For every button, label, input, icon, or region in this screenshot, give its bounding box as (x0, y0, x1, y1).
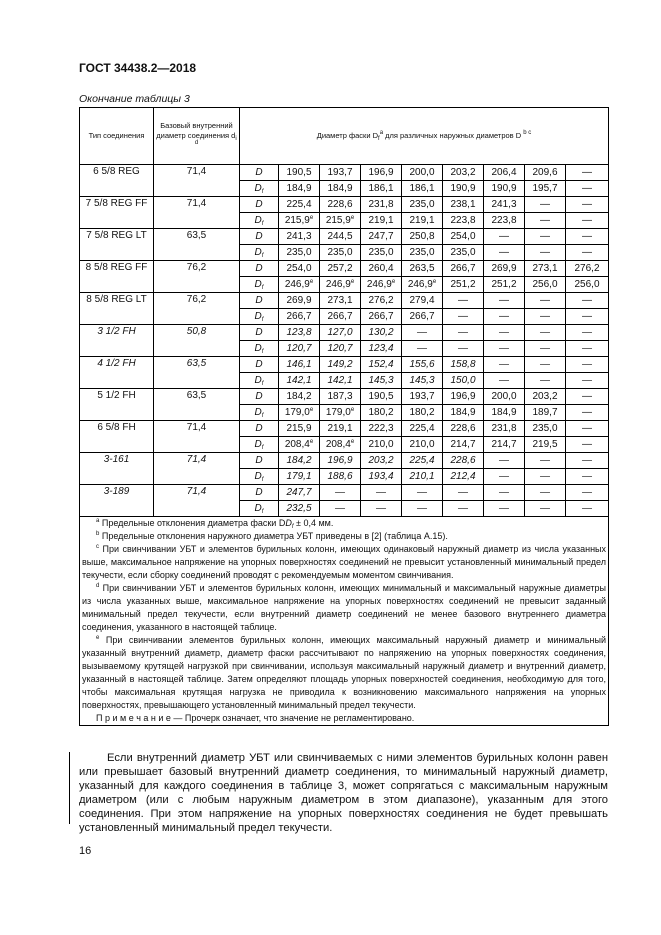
outer-diameter-value: 235,0 (525, 421, 566, 437)
chamfer-diameter-value: 214,7 (484, 437, 525, 453)
outer-diameter-value: 203,2 (443, 165, 484, 181)
symbol-df-cell: $D_f$ (240, 373, 279, 389)
footnote-marker: e (350, 215, 355, 221)
footnote-b: $^b$ Предельные отклонения наружного диаметра УБТ приведены в [2] (таблица А.15). (96, 531, 448, 541)
base-diameter-cell: 71,4 (154, 165, 240, 197)
chamfer-diameter-value: — (566, 469, 609, 485)
base-diameter-cell: 71,4 (154, 421, 240, 453)
outer-diameter-value: — (443, 485, 484, 501)
symbol-df-cell: $D_f$ (240, 309, 279, 325)
outer-diameter-value: 123,8 (279, 325, 320, 341)
chamfer-diameter-value: 208,4e (320, 437, 361, 453)
symbol-d-cell: D (240, 197, 279, 213)
outer-diameter-value: 276,2 (361, 293, 402, 309)
chamfer-diameter-value: 223,8 (443, 213, 484, 229)
base-diameter-cell: 71,4 (154, 453, 240, 485)
symbol-d-cell: D (240, 421, 279, 437)
chamfer-diameter-value: 210,0 (402, 437, 443, 453)
chamfer-diameter-value: 190,9 (484, 181, 525, 197)
chamfer-diameter-value: 266,7 (279, 309, 320, 325)
outer-diameter-value: 254,0 (443, 229, 484, 245)
chamfer-diameter-value: 266,7 (320, 309, 361, 325)
connection-type-cell: 8 5/8 REG LT (80, 293, 154, 325)
base-diameter-cell: 76,2 (154, 293, 240, 325)
chamfer-diameter-value: 179,1 (279, 469, 320, 485)
chamfer-diameter-value: — (566, 181, 609, 197)
chamfer-diameter-value: 251,2 (443, 277, 484, 293)
outer-diameter-value: 187,3 (320, 389, 361, 405)
outer-diameter-value: 130,2 (361, 325, 402, 341)
footnote-marker: e (432, 279, 437, 285)
chamfer-diameter-value: 256,0 (525, 277, 566, 293)
chamfer-diameter-value: — (443, 309, 484, 325)
outer-diameter-value: 193,7 (320, 165, 361, 181)
outer-diameter-value: 152,4 (361, 357, 402, 373)
chamfer-diameter-value: 246,9e (361, 277, 402, 293)
base-diameter-cell: 71,4 (154, 197, 240, 229)
change-bar (69, 752, 70, 824)
chamfer-diameter-value: 208,4e (279, 437, 320, 453)
table-remark: П р и м е ч а н и е — Прочерк означает, что значение не регламентировано. (96, 713, 415, 723)
outer-diameter-value: 238,1 (443, 197, 484, 213)
outer-diameter-value: — (566, 229, 609, 245)
outer-diameter-value: 231,8 (361, 197, 402, 213)
table-row (80, 229, 609, 245)
chamfer-diameter-value: — (320, 501, 361, 517)
outer-diameter-value: 241,3 (279, 229, 320, 245)
symbol-df-cell: $D_f$ (240, 213, 279, 229)
chamfer-diameter-value: — (525, 469, 566, 485)
outer-diameter-value: 225,4 (402, 421, 443, 437)
footnote-d: $^d$ При свинчивании УБТ и элементов бурильных колонн, имеющих минимальный и максимальный наружные диаметры из числа указанных выше, максимальное напряжение на упорных поверхностях соединений не превысит заданный минимальный предел текучести, если внутренний диаметр соединений не менее базового внутреннего диаметра соединения, указанного в настоящей таблице. (82, 583, 607, 632)
outer-diameter-value: 228,6 (443, 421, 484, 437)
footnote-marker: e (309, 215, 314, 221)
table-row (80, 197, 609, 213)
outer-diameter-value: 273,1 (320, 293, 361, 309)
outer-diameter-value: — (566, 293, 609, 309)
chamfer-diameter-value: — (484, 373, 525, 389)
chamfer-diameter-value: — (525, 341, 566, 357)
chamfer-diameter-table (79, 107, 609, 726)
chamfer-diameter-value: 215,9e (279, 213, 320, 229)
table-row (80, 261, 609, 277)
connection-type-cell: 3-189 (80, 485, 154, 517)
outer-diameter-value: 276,2 (566, 261, 609, 277)
outer-diameter-value: 244,5 (320, 229, 361, 245)
outer-diameter-value: — (525, 485, 566, 501)
chamfer-diameter-value: 235,0 (320, 245, 361, 261)
chamfer-diameter-value: — (525, 309, 566, 325)
outer-diameter-value: 228,6 (443, 453, 484, 469)
table-row (80, 453, 609, 469)
chamfer-diameter-value: 189,7 (525, 405, 566, 421)
outer-diameter-value: 209,6 (525, 165, 566, 181)
outer-diameter-value: 200,0 (402, 165, 443, 181)
outer-diameter-value: 222,3 (361, 421, 402, 437)
outer-diameter-value: — (566, 389, 609, 405)
symbol-df-cell: $D_f$ (240, 181, 279, 197)
outer-diameter-value: — (361, 485, 402, 501)
base-diameter-cell: 63,5 (154, 389, 240, 421)
chamfer-diameter-value: 142,1 (279, 373, 320, 389)
footnote-a: $^a$ Предельные отклонения диаметра фаски $DD_f \pm 0,4$ мм. (96, 518, 334, 530)
outer-diameter-value: 250,8 (402, 229, 443, 245)
chamfer-diameter-value: — (566, 437, 609, 453)
outer-diameter-value: — (402, 325, 443, 341)
table-row (80, 325, 609, 341)
outer-diameter-value: 149,2 (320, 357, 361, 373)
chamfer-diameter-value: 246,9e (402, 277, 443, 293)
symbol-d-cell: D (240, 389, 279, 405)
outer-diameter-value: 225,4 (279, 197, 320, 213)
chamfer-diameter-value: 246,9e (279, 277, 320, 293)
outer-diameter-value: 269,9 (279, 293, 320, 309)
outer-diameter-value: 260,4 (361, 261, 402, 277)
outer-diameter-value: 257,2 (320, 261, 361, 277)
chamfer-diameter-value: 235,0 (361, 245, 402, 261)
symbol-df-cell: $D_f$ (240, 469, 279, 485)
connection-type-cell: 8 5/8 REG FF (80, 261, 154, 293)
table-notes (80, 517, 609, 726)
chamfer-diameter-value: 235,0 (279, 245, 320, 261)
outer-diameter-value: 146,1 (279, 357, 320, 373)
symbol-df-cell: $D_f$ (240, 341, 279, 357)
outer-diameter-value: 193,7 (402, 389, 443, 405)
connection-type-cell: 3-161 (80, 453, 154, 485)
chamfer-diameter-value: 246,9e (320, 277, 361, 293)
chamfer-diameter-value: 190,9 (443, 181, 484, 197)
outer-diameter-value: — (566, 421, 609, 437)
chamfer-diameter-value: — (443, 501, 484, 517)
chamfer-diameter-value: 186,1 (402, 181, 443, 197)
symbol-d-cell: D (240, 357, 279, 373)
header-base-diameter: Базовый внутренний диаметр соединения $d_i$ $^d$ (154, 108, 240, 165)
chamfer-diameter-value: 251,2 (484, 277, 525, 293)
base-diameter-cell: 50,8 (154, 325, 240, 357)
chamfer-diameter-value: 150,0 (443, 373, 484, 389)
outer-diameter-value: 190,5 (279, 165, 320, 181)
chamfer-diameter-value: 210,1 (402, 469, 443, 485)
symbol-d-cell: D (240, 261, 279, 277)
outer-diameter-value: 279,4 (402, 293, 443, 309)
outer-diameter-value: — (525, 229, 566, 245)
footnote-marker: e (309, 279, 314, 285)
outer-diameter-value: — (402, 485, 443, 501)
table-row (80, 293, 609, 309)
chamfer-diameter-value: 184,9 (443, 405, 484, 421)
chamfer-diameter-value: — (484, 341, 525, 357)
symbol-d-cell: D (240, 165, 279, 181)
outer-diameter-value: 263,5 (402, 261, 443, 277)
chamfer-diameter-value: 266,7 (402, 309, 443, 325)
outer-diameter-value: 203,2 (525, 389, 566, 405)
outer-diameter-value: — (484, 453, 525, 469)
chamfer-diameter-value: 195,7 (525, 181, 566, 197)
outer-diameter-value: 215,9 (279, 421, 320, 437)
base-diameter-cell: 63,5 (154, 229, 240, 261)
outer-diameter-value: — (566, 453, 609, 469)
chamfer-diameter-value: 179,0e (320, 405, 361, 421)
table-row (80, 357, 609, 373)
chamfer-diameter-value: — (525, 373, 566, 389)
footnote-marker: e (391, 279, 396, 285)
outer-diameter-value: 206,4 (484, 165, 525, 181)
symbol-df-cell: $D_f$ (240, 245, 279, 261)
chamfer-diameter-value: 235,0 (402, 245, 443, 261)
chamfer-diameter-value: 219,1 (361, 213, 402, 229)
footnote-c: $^c$ При свинчивании УБТ и элементов бурильных колонн, имеющих одинаковый наружный диаметр из числа указанных выше, максимальное напряжение на упорных поверхностях соединений не превысит установленный минимальный предел текучести, если сборку соединений проводят с рекомендуемым моментом свинчивания. (82, 544, 607, 580)
footnote-marker: e (309, 407, 314, 413)
base-diameter-cell: 76,2 (154, 261, 240, 293)
outer-diameter-value: 184,2 (279, 453, 320, 469)
outer-diameter-value: — (320, 485, 361, 501)
outer-diameter-value: 190,5 (361, 389, 402, 405)
base-diameter-cell: 63,5 (154, 357, 240, 389)
table-row (80, 165, 609, 181)
chamfer-diameter-value: 184,9 (320, 181, 361, 197)
connection-type-cell: 3 1/2 FH (80, 325, 154, 357)
outer-diameter-value: — (525, 357, 566, 373)
outer-diameter-value: 155,6 (402, 357, 443, 373)
outer-diameter-value: — (566, 485, 609, 501)
table-notes-row (80, 517, 609, 726)
outer-diameter-value: 241,3 (484, 197, 525, 213)
outer-diameter-value: 228,6 (320, 197, 361, 213)
chamfer-diameter-value: 184,9 (279, 181, 320, 197)
chamfer-diameter-value: — (566, 213, 609, 229)
outer-diameter-value: 127,0 (320, 325, 361, 341)
body-paragraph: Если внутренний диаметр УБТ или свинчиваемых с ними элементов бурильных колонн равен или превышает базовый внутренний диаметр соединения, то минимальный наружный диаметр, указанный для каждого соединения в таблице 3, может сопрягаться с максимальным наружным диаметром (или с любым наружным диаметром в этом диапазоне), указанным для этого соединения. При этом напряжение на упорных поверхностях соединения не будет превышать установленный минимальный предел текучести. (79, 752, 608, 834)
outer-diameter-value: — (484, 357, 525, 373)
outer-diameter-value: 266,7 (443, 261, 484, 277)
chamfer-diameter-value: 219,5 (525, 437, 566, 453)
outer-diameter-value: 200,0 (484, 389, 525, 405)
base-diameter-cell: 71,4 (154, 485, 240, 517)
outer-diameter-value: 158,8 (443, 357, 484, 373)
chamfer-diameter-value: 212,4 (443, 469, 484, 485)
page-number: 16 (79, 845, 92, 857)
table-header-row (80, 108, 609, 165)
chamfer-diameter-value: — (566, 341, 609, 357)
chamfer-diameter-value: — (402, 501, 443, 517)
chamfer-diameter-value: 215,9e (320, 213, 361, 229)
outer-diameter-value: — (484, 325, 525, 341)
outer-diameter-value: — (525, 197, 566, 213)
footnote-e: $^e$ При свинчивании элементов бурильных колонн, имеющих максимальный наружный диаметр и минимальный указанный внутренний диаметр, диаметр фаски рассчитывают по напряжению на упорных поверхностях соединения, вызываемому крутящей нагрузкой при свинчивании, используя максимальный наружный диаметр и внутренний диаметр, указанный в настоящей таблице. Затем определяют площадь упорных поверхностей соединения, необходимую для того, чтобы максимальная крутящая нагрузка не приводила к возникновению максимального напряжения на упорных поверхностях, превышающего установленный минимальный предел текучести. (82, 635, 607, 710)
chamfer-diameter-value: — (566, 309, 609, 325)
chamfer-diameter-value: 232,5 (279, 501, 320, 517)
outer-diameter-value: — (525, 453, 566, 469)
outer-diameter-value: — (484, 485, 525, 501)
table-row (80, 485, 609, 501)
symbol-d-cell: D (240, 325, 279, 341)
chamfer-diameter-value: 223,8 (484, 213, 525, 229)
chamfer-diameter-value: 120,7 (320, 341, 361, 357)
table-caption: Окончание таблицы 3 (79, 93, 190, 105)
footnote-marker: e (350, 279, 355, 285)
outer-diameter-value: 184,2 (279, 389, 320, 405)
outer-diameter-value: — (484, 229, 525, 245)
chamfer-diameter-value: 120,7 (279, 341, 320, 357)
outer-diameter-value: 247,7 (361, 229, 402, 245)
chamfer-diameter-value: 142,1 (320, 373, 361, 389)
symbol-df-cell: $D_f$ (240, 277, 279, 293)
chamfer-diameter-value: — (484, 245, 525, 261)
chamfer-diameter-value: 214,7 (443, 437, 484, 453)
outer-diameter-value: — (566, 165, 609, 181)
symbol-d-cell: D (240, 293, 279, 309)
symbol-d-cell: D (240, 229, 279, 245)
chamfer-diameter-value: 123,4 (361, 341, 402, 357)
connection-type-cell: 6 5/8 REG (80, 165, 154, 197)
connection-type-cell: 5 1/2 FH (80, 389, 154, 421)
chamfer-diameter-value: 235,0 (443, 245, 484, 261)
chamfer-diameter-value: 219,1 (402, 213, 443, 229)
chamfer-diameter-value: 193,4 (361, 469, 402, 485)
footnote-marker: e (350, 407, 355, 413)
outer-diameter-value: 247,7 (279, 485, 320, 501)
outer-diameter-value: — (566, 325, 609, 341)
outer-diameter-value: 231,8 (484, 421, 525, 437)
connection-type-cell: 6 5/8 FH (80, 421, 154, 453)
table-row (80, 389, 609, 405)
outer-diameter-value: 273,1 (525, 261, 566, 277)
outer-diameter-value: 269,9 (484, 261, 525, 277)
outer-diameter-value: 235,0 (402, 197, 443, 213)
chamfer-diameter-value: 180,2 (402, 405, 443, 421)
chamfer-diameter-value: 145,3 (361, 373, 402, 389)
symbol-d-cell: D (240, 485, 279, 501)
chamfer-diameter-value: — (402, 341, 443, 357)
outer-diameter-value: — (484, 293, 525, 309)
chamfer-diameter-value: 186,1 (361, 181, 402, 197)
chamfer-diameter-value: — (484, 469, 525, 485)
chamfer-diameter-value: 256,0 (566, 277, 609, 293)
outer-diameter-value: 196,9 (361, 165, 402, 181)
footnote-marker: e (350, 439, 355, 445)
chamfer-diameter-value: — (361, 501, 402, 517)
chamfer-diameter-value: 184,9 (484, 405, 525, 421)
chamfer-diameter-value: — (566, 405, 609, 421)
chamfer-diameter-value: 179,0e (279, 405, 320, 421)
outer-diameter-value: — (525, 325, 566, 341)
header-connection-type: Тип соединения (80, 108, 154, 165)
outer-diameter-value: 196,9 (320, 453, 361, 469)
symbol-d-cell: D (240, 453, 279, 469)
chamfer-diameter-value: 210,0 (361, 437, 402, 453)
outer-diameter-value: — (566, 197, 609, 213)
outer-diameter-value: — (525, 293, 566, 309)
chamfer-diameter-value: — (484, 501, 525, 517)
chamfer-diameter-value: — (525, 245, 566, 261)
chamfer-diameter-value: — (443, 341, 484, 357)
outer-diameter-value: 254,0 (279, 261, 320, 277)
chamfer-diameter-value: 266,7 (361, 309, 402, 325)
outer-diameter-value: — (443, 325, 484, 341)
chamfer-diameter-value: — (525, 501, 566, 517)
chamfer-diameter-value: — (566, 373, 609, 389)
outer-diameter-value: 196,9 (443, 389, 484, 405)
connection-type-cell: 4 1/2 FH (80, 357, 154, 389)
symbol-df-cell: $D_f$ (240, 437, 279, 453)
symbol-df-cell: $D_f$ (240, 405, 279, 421)
chamfer-diameter-value: 145,3 (402, 373, 443, 389)
chamfer-diameter-value: — (484, 309, 525, 325)
chamfer-diameter-value: 188,6 (320, 469, 361, 485)
chamfer-diameter-value: — (525, 213, 566, 229)
chamfer-diameter-value: — (566, 245, 609, 261)
outer-diameter-value: — (566, 357, 609, 373)
outer-diameter-value: 219,1 (320, 421, 361, 437)
header-chamfer-diameter: Диаметр фаски $D_f^a$ для различных наружных диаметров D $^{b c}$ (240, 108, 609, 165)
connection-type-cell: 7 5/8 REG LT (80, 229, 154, 261)
footnote-marker: e (309, 439, 314, 445)
connection-type-cell: 7 5/8 REG FF (80, 197, 154, 229)
outer-diameter-value: 203,2 (361, 453, 402, 469)
document-header: ГОСТ 34438.2—2018 (79, 61, 197, 75)
chamfer-diameter-value: — (566, 501, 609, 517)
outer-diameter-value: — (443, 293, 484, 309)
symbol-df-cell: $D_f$ (240, 501, 279, 517)
chamfer-diameter-value: 180,2 (361, 405, 402, 421)
outer-diameter-value: 225,4 (402, 453, 443, 469)
table-row (80, 421, 609, 437)
